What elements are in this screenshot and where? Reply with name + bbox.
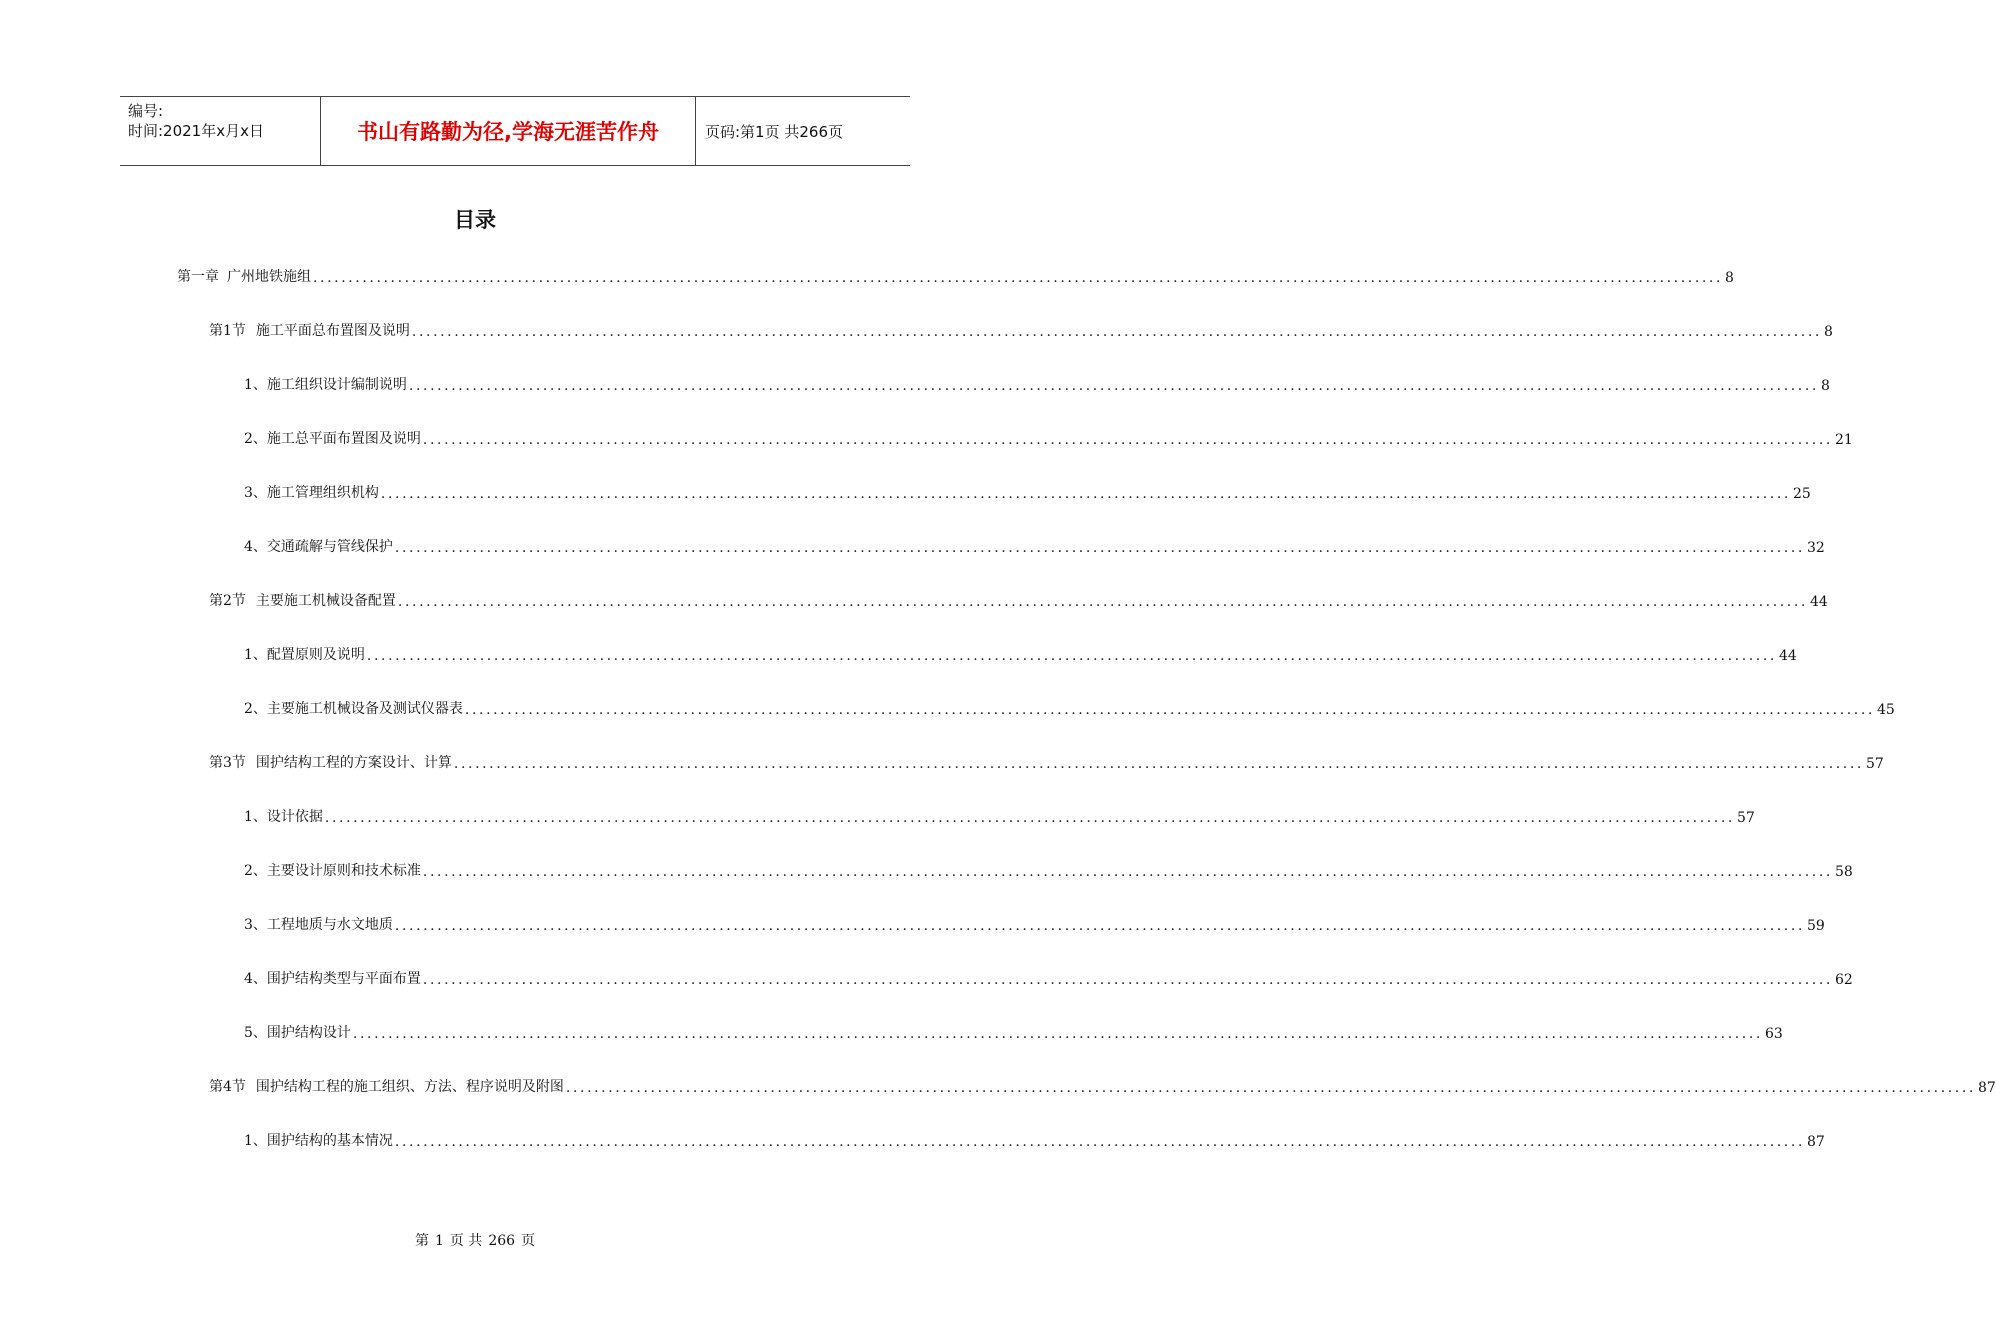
toc-entry-number: 第一章 — [177, 269, 219, 285]
toc-entry-page: 87 — [1806, 1134, 1825, 1150]
toc-entry-title: 围护结构设计 — [266, 1025, 351, 1041]
toc-entry-title: 施工管理组织机构 — [266, 485, 379, 501]
toc-dot-leader: ........................................................................................................................................................................................................ — [453, 756, 1864, 772]
toc-entry-page: 87 — [1977, 1080, 1996, 1096]
toc-entry-page: 25 — [1792, 486, 1811, 502]
toc-entry[interactable] — [244, 696, 1895, 718]
toc-dot-leader: ........................................................................................................................................................................................................ — [366, 648, 1777, 664]
toc-entry-number: 第4节 — [209, 1079, 246, 1095]
toc-entry-page: 58 — [1834, 864, 1853, 880]
toc-entry[interactable] — [244, 372, 1830, 394]
toc-entry-page: 32 — [1806, 540, 1825, 556]
toc-entry-page: 57 — [1865, 756, 1884, 772]
toc-dot-leader: ........................................................................................................................................................................................................ — [464, 702, 1875, 718]
toc-entry-number: 1、 — [244, 809, 267, 825]
toc-entry-title: 围护结构类型与平面布置 — [266, 971, 421, 987]
footer-total-pages: 266 — [488, 1233, 516, 1249]
time-label: 时间:2021年x月x日 — [128, 122, 264, 140]
toc-dot-leader: ........................................................................................................................................................................................................ — [394, 918, 1805, 934]
toc-entry[interactable] — [209, 318, 1833, 340]
toc-entry-number: 第2节 — [209, 593, 246, 609]
toc-entry-number: 3、 — [244, 917, 267, 933]
toc-dot-leader: ........................................................................................................................................................................................................ — [422, 972, 1833, 988]
toc-entry[interactable] — [244, 642, 1797, 664]
toc-entry[interactable] — [244, 966, 1853, 988]
toc-entry-title: 主要施工机械设备及测试仪器表 — [266, 701, 463, 717]
toc-dot-leader: ........................................................................................................................................................................................................ — [411, 324, 1822, 340]
toc-entry-page: 59 — [1806, 918, 1825, 934]
toc-entry[interactable] — [244, 1020, 1783, 1042]
toc-entry-title: 施工平面总布置图及说明 — [255, 323, 410, 339]
toc-dot-leader: ........................................................................................................................................................................................................ — [324, 810, 1735, 826]
toc-dot-leader: ........................................................................................................................................................................................................ — [313, 270, 1724, 286]
footer-mid: 页 共 — [449, 1233, 483, 1249]
toc-entry-page: 45 — [1876, 702, 1895, 718]
toc-entry-title: 施工组织设计编制说明 — [266, 377, 407, 393]
footer-suffix: 页 — [521, 1233, 536, 1249]
toc-entry[interactable] — [244, 480, 1811, 502]
code-label: 编号: — [128, 102, 164, 120]
footer-prefix: 第 — [414, 1233, 429, 1249]
toc-entry-title: 交通疏解与管线保护 — [266, 539, 393, 555]
toc-dot-leader: ........................................................................................................................................................................................................ — [352, 1026, 1763, 1042]
toc-dot-leader: ........................................................................................................................................................................................................ — [565, 1080, 1976, 1096]
page-footer — [0, 1230, 950, 1250]
toc-entry[interactable] — [244, 1128, 1825, 1150]
toc-entry-number: 1、 — [244, 647, 267, 663]
header-info-cell — [120, 97, 321, 165]
toc-entry-number: 5、 — [244, 1025, 267, 1041]
toc-dot-leader: ........................................................................................................................................................................................................ — [394, 1134, 1805, 1150]
toc-entry[interactable] — [244, 426, 1853, 448]
toc-entry-page: 8 — [1725, 270, 1734, 286]
toc-entry-number: 4、 — [244, 971, 267, 987]
toc-entry-title: 施工总平面布置图及说明 — [266, 431, 421, 447]
toc-entry-page: 62 — [1834, 972, 1853, 988]
toc-entry-title: 围护结构工程的施工组织、方法、程序说明及附图 — [255, 1079, 564, 1095]
toc-entry[interactable] — [244, 858, 1853, 880]
toc-entry[interactable] — [209, 750, 1884, 772]
toc-entry-title: 设计依据 — [266, 809, 323, 825]
footer-current-page: 1 — [434, 1233, 444, 1249]
toc-title: 目录 — [454, 208, 496, 232]
toc-entry-number: 第3节 — [209, 755, 246, 771]
toc-entry-number: 3、 — [244, 485, 267, 501]
document-header — [120, 96, 910, 166]
toc-entry-title: 主要施工机械设备配置 — [255, 593, 396, 609]
toc-entry-number: 2、 — [244, 863, 267, 879]
toc-entry-number: 4、 — [244, 539, 267, 555]
header-motto: 书山有路勤为径,学海无涯苦作舟 — [321, 97, 696, 165]
toc-dot-leader: ........................................................................................................................................................................................................ — [408, 378, 1819, 394]
toc-entry-title: 围护结构的基本情况 — [266, 1133, 393, 1149]
toc-entry-page: 21 — [1834, 432, 1853, 448]
toc-entry-page: 44 — [1809, 594, 1828, 610]
header-page-info: 页码:第1页 共266页 — [705, 122, 843, 141]
toc-dot-leader: ........................................................................................................................................................................................................ — [422, 432, 1833, 448]
toc-entry-page: 8 — [1823, 324, 1833, 340]
toc-dot-leader: ........................................................................................................................................................................................................ — [422, 864, 1833, 880]
toc-entry-title: 广州地铁施组 — [227, 269, 311, 285]
toc-entry-page: 44 — [1778, 648, 1797, 664]
toc-entry-title: 主要设计原则和技术标准 — [266, 863, 421, 879]
toc-entry-number: 1、 — [244, 1133, 267, 1149]
toc-entry-number: 2、 — [244, 431, 267, 447]
toc-entry-page: 63 — [1764, 1026, 1783, 1042]
toc-entry[interactable] — [244, 912, 1825, 934]
toc-dot-leader: ........................................................................................................................................................................................................ — [394, 540, 1805, 556]
toc-dot-leader: ........................................................................................................................................................................................................ — [380, 486, 1791, 502]
toc-entry-number: 2、 — [244, 701, 267, 717]
toc-entry[interactable] — [209, 1074, 1996, 1096]
toc-entry-title: 配置原则及说明 — [266, 647, 365, 663]
toc-entry-title: 工程地质与水文地质 — [266, 917, 393, 933]
toc-entry-page: 8 — [1820, 378, 1830, 394]
toc-entry[interactable] — [209, 588, 1828, 610]
toc-entry[interactable] — [244, 804, 1755, 826]
toc-dot-leader: ........................................................................................................................................................................................................ — [397, 594, 1808, 610]
toc-entry-title: 围护结构工程的方案设计、计算 — [255, 755, 452, 771]
toc-entry-number: 1、 — [244, 377, 267, 393]
toc-entry[interactable] — [244, 534, 1825, 556]
toc-entry[interactable] — [177, 264, 1734, 286]
toc-entry-number: 第1节 — [209, 323, 246, 339]
toc-entry-page: 57 — [1736, 810, 1755, 826]
